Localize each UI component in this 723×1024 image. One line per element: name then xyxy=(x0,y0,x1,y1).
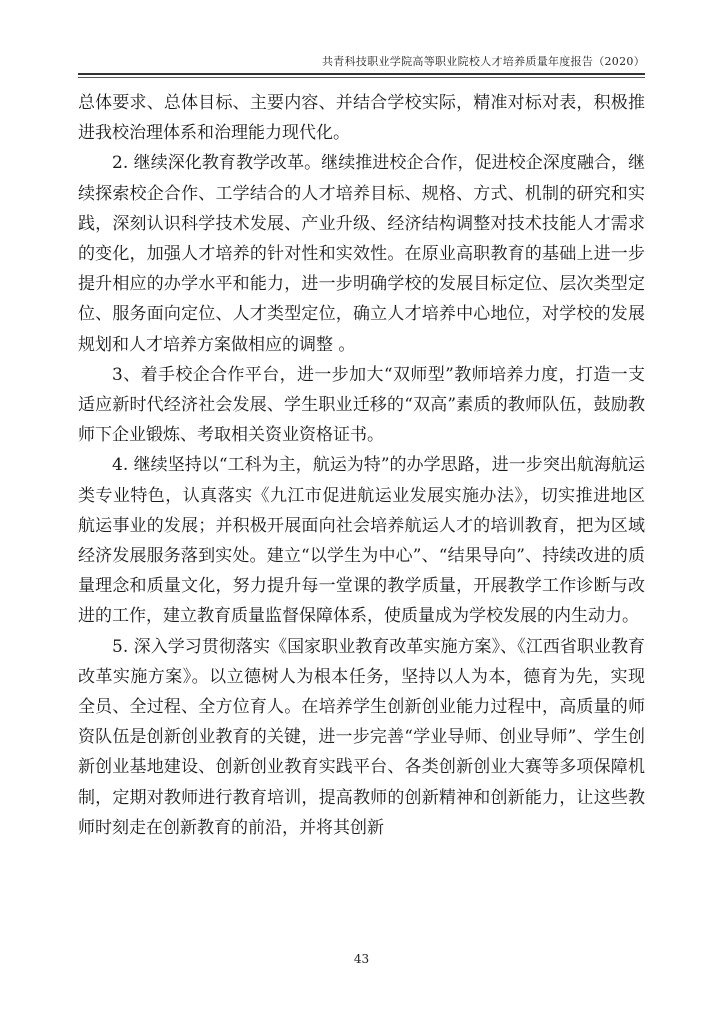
paragraph-item-3: 3、着手校企合作平台，进一步加大“双师型”教师培养力度，打造一支适应新时代经济社会发展、学生职业迁移的“双高”素质的教师队伍，鼓励教师下企业锻炼、考取相关资业资格证书。 xyxy=(78,364,645,446)
running-header: 共青科技职业学院高等职业院校人才培养质量年度报告（2020） xyxy=(78,53,645,75)
page-number: 43 xyxy=(353,952,370,966)
body-text xyxy=(78,88,645,843)
paragraph-item-2: 2. 继续深化教育教学改革。继续推进校企合作，促进校企深度融合，继续探索校企合作、工学结合的人才培养目标、规格、方式、机制的研究和实践，深刻认识科学技术发展、产业升级、经济结构调整对技术技能人才需求的变化，加强人才培养的针对性和实效性。在原业高职教育的基础上进一步提升相应的办学水平和能力，进一步明确学校的发展目标定位、层次类型定位、服务面向定位、人才类型定位，确立人才培养中心地位，对学校的发展规划和人才培养方案做相应的调整 。 xyxy=(78,153,645,355)
paragraph-continuation: 总体要求、总体目标、主要内容、并结合学校实际，精准对标对表，积极推进我校治理体系和治理能力现代化。 xyxy=(78,93,645,144)
paragraph-item-5: 5. 深入学习贯彻落实《国家职业教育改革实施方案》、《江西省职业教育改革实施方案》。以立德树人为根本任务，坚持以人为本，德育为先，实现全员、全过程、全方位育人。在培养学生创新创业能力过程中，高质量的师资队伍是创新创业教育的关键，进一步完善“学业导师、创业导师”、学生创新创业基地建设、创新创业教育实践平台、各类创新创业大赛等多项保障机制，定期对教师进行教育培训，提高教师的创新精神和创新能力，让这些教师时刻走在创新教育的前沿，并将其创新 xyxy=(78,636,645,838)
paragraph-item-4: 4. 继续坚持以“工科为主，航运为特”的办学思路，进一步突出航海航运类专业特色，认真落实《九江市促进航运业发展实施办法》，切实推进地区航运事业的发展；并积极开展面向社会培养航运人才的培训教育，把为区域经济发展服务落到实处。建立“以学生为中心”、“结果导向”、持续改进的质量理念和质量文化，努力提升每一堂课的教学质量，开展教学工作诊断与改进的工作，建立教育质量监督保障体系，使质量成为学校发展的内生动力。 xyxy=(78,455,645,627)
